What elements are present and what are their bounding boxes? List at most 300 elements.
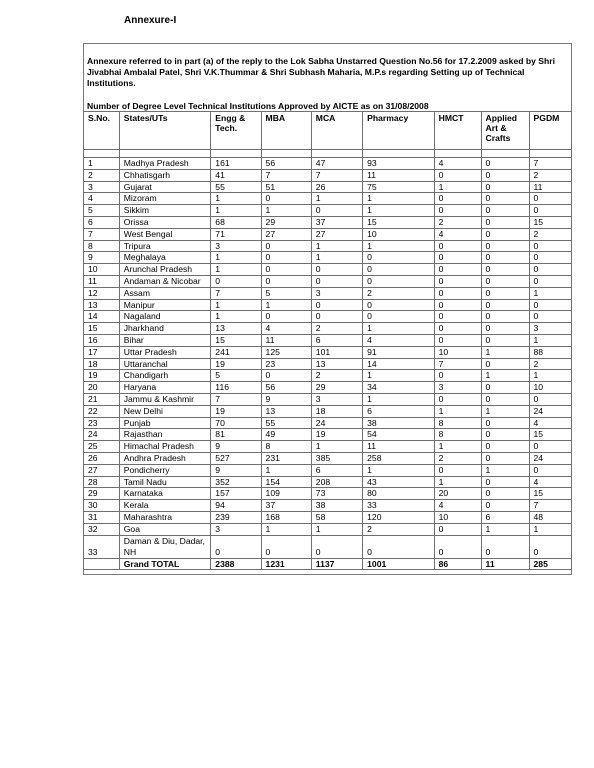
total-cell: 1137 <box>311 558 362 570</box>
table-cell: 0 <box>434 287 481 299</box>
table-cell: 16 <box>84 334 120 346</box>
table-cell: 11 <box>529 181 571 193</box>
table-cell: 19 <box>311 429 362 441</box>
table-row <box>84 488 572 500</box>
table-cell: 109 <box>261 488 311 500</box>
table-cell: Nagaland <box>119 311 211 323</box>
table-cell: 0 <box>434 252 481 264</box>
table-cell: 0 <box>481 452 529 464</box>
table-cell: 7 <box>211 287 261 299</box>
table-cell: 71 <box>211 228 261 240</box>
spacer-cell <box>261 150 311 158</box>
table-cell: 9 <box>211 464 261 476</box>
table-cell: 1 <box>311 193 362 205</box>
table-cell: 19 <box>211 358 261 370</box>
table-cell: 1 <box>363 323 434 335</box>
table-row <box>84 370 572 382</box>
table-cell: 38 <box>311 500 362 512</box>
table-row <box>84 158 572 170</box>
column-header: HMCT <box>434 112 481 150</box>
table-cell: 22 <box>84 405 120 417</box>
table-cell: Kerala <box>119 500 211 512</box>
table-cell: 33 <box>84 535 120 558</box>
table-cell: 2 <box>363 287 434 299</box>
table-cell: 2 <box>311 323 362 335</box>
table-cell: 0 <box>363 275 434 287</box>
table-cell: 4 <box>529 417 571 429</box>
table-cell: 15 <box>529 429 571 441</box>
table-cell: 38 <box>363 417 434 429</box>
table-cell: 13 <box>211 323 261 335</box>
table-cell: 0 <box>311 311 362 323</box>
table-cell: 1 <box>363 464 434 476</box>
table-cell: 49 <box>261 429 311 441</box>
table-cell: 81 <box>211 429 261 441</box>
table-cell: 0 <box>434 523 481 535</box>
table-cell: 0 <box>529 393 571 405</box>
table-cell: 34 <box>363 382 434 394</box>
table-cell: 0 <box>434 193 481 205</box>
table-cell: 56 <box>261 382 311 394</box>
table-cell: 0 <box>261 535 311 558</box>
table-row <box>84 169 572 181</box>
table-cell: 161 <box>211 158 261 170</box>
total-cell: 11 <box>481 558 529 570</box>
table-cell: 12 <box>84 287 120 299</box>
table-cell: Uttaranchal <box>119 358 211 370</box>
table-cell: 0 <box>434 334 481 346</box>
table-cell: 11 <box>261 334 311 346</box>
table-cell: Andaman & Nicobar <box>119 275 211 287</box>
total-cell: 2388 <box>211 558 261 570</box>
table-cell: 7 <box>261 169 311 181</box>
table-cell: 7 <box>434 358 481 370</box>
table-row <box>84 228 572 240</box>
spacer-cell <box>481 150 529 158</box>
table-body <box>84 150 572 570</box>
table-cell: 0 <box>481 158 529 170</box>
spacer-cell <box>211 150 261 158</box>
table-cell: 0 <box>529 275 571 287</box>
table-cell: 0 <box>261 240 311 252</box>
table-cell: Jharkhand <box>119 323 211 335</box>
table-cell: 0 <box>481 382 529 394</box>
spacer-row <box>84 150 572 158</box>
table-cell: 0 <box>434 264 481 276</box>
table-cell: 0 <box>481 287 529 299</box>
table-cell: 3 <box>84 181 120 193</box>
table-cell: 0 <box>311 264 362 276</box>
table-cell: 6 <box>311 334 362 346</box>
table-cell: 0 <box>261 193 311 205</box>
table-cell: 239 <box>211 511 261 523</box>
table-cell: 8 <box>434 429 481 441</box>
table-cell: 11 <box>363 169 434 181</box>
column-header: Pharmacy <box>363 112 434 150</box>
table-cell: 0 <box>481 240 529 252</box>
table-cell: 0 <box>434 393 481 405</box>
table-cell: 1 <box>363 370 434 382</box>
table-cell: Mizoram <box>119 193 211 205</box>
table-cell: 15 <box>529 488 571 500</box>
table-cell: 0 <box>363 299 434 311</box>
table-cell: 0 <box>529 252 571 264</box>
total-cell <box>84 558 120 570</box>
spacer-cell <box>311 150 362 158</box>
table-row <box>84 441 572 453</box>
table-cell: 0 <box>481 169 529 181</box>
table-row <box>84 252 572 264</box>
table-cell: 4 <box>529 476 571 488</box>
table-cell: 0 <box>481 193 529 205</box>
table-cell: 1 <box>311 240 362 252</box>
table-cell: Andhra Pradesh <box>119 452 211 464</box>
table-row <box>84 334 572 346</box>
table-cell: 1 <box>311 523 362 535</box>
table-cell: Chandigarh <box>119 370 211 382</box>
table-cell: 0 <box>529 464 571 476</box>
table-cell: Madhya Pradesh <box>119 158 211 170</box>
table-cell: 1 <box>434 476 481 488</box>
table-cell: 37 <box>311 216 362 228</box>
table-heading: Number of Degree Level Technical Institutions Approved by AICTE as on 31/08/2008 <box>87 101 429 111</box>
table-cell: 0 <box>529 193 571 205</box>
table-cell: 1 <box>529 370 571 382</box>
table-cell: 0 <box>481 264 529 276</box>
table-cell: 0 <box>481 181 529 193</box>
table-cell: 51 <box>261 181 311 193</box>
table-cell: 0 <box>529 441 571 453</box>
table-cell: 1 <box>363 193 434 205</box>
table-cell: 6 <box>311 464 362 476</box>
table-cell: 9 <box>261 393 311 405</box>
table-cell: 0 <box>434 275 481 287</box>
table-cell: 7 <box>84 228 120 240</box>
table-cell: 5 <box>261 287 311 299</box>
table-cell: 75 <box>363 181 434 193</box>
table-cell: 4 <box>434 500 481 512</box>
table-cell: 0 <box>481 228 529 240</box>
table-cell: Tripura <box>119 240 211 252</box>
table-cell: 241 <box>211 346 261 358</box>
table-cell: 8 <box>434 417 481 429</box>
table-row <box>84 323 572 335</box>
table-cell: 24 <box>529 452 571 464</box>
table-cell: 0 <box>434 311 481 323</box>
table-cell: 18 <box>84 358 120 370</box>
table-cell: 0 <box>481 488 529 500</box>
table-row <box>84 393 572 405</box>
table-cell: 3 <box>434 382 481 394</box>
table-cell: 7 <box>529 500 571 512</box>
table-cell: 23 <box>261 358 311 370</box>
spacer-cell <box>434 150 481 158</box>
table-row <box>84 216 572 228</box>
table-cell: 41 <box>211 169 261 181</box>
table-cell: 168 <box>261 511 311 523</box>
spacer-cell <box>529 150 571 158</box>
table-cell: Pondicherry <box>119 464 211 476</box>
table-cell: Rajasthan <box>119 429 211 441</box>
table-cell: 0 <box>311 275 362 287</box>
table-cell: 43 <box>363 476 434 488</box>
table-cell: 55 <box>211 181 261 193</box>
table-cell: 7 <box>211 393 261 405</box>
table-cell: 0 <box>481 334 529 346</box>
table-cell: 157 <box>211 488 261 500</box>
table-cell: 2 <box>363 523 434 535</box>
table-cell: Daman & Diu, Dadar, NH <box>119 535 211 558</box>
table-cell: 1 <box>434 181 481 193</box>
table-cell: 0 <box>481 417 529 429</box>
table-cell: 2 <box>529 358 571 370</box>
table-cell: 4 <box>363 334 434 346</box>
table-cell: 4 <box>261 323 311 335</box>
table-cell: 4 <box>84 193 120 205</box>
table-cell: 10 <box>529 382 571 394</box>
table-cell: 2 <box>529 169 571 181</box>
table-row <box>84 429 572 441</box>
table-cell: 0 <box>434 169 481 181</box>
table-cell: 13 <box>311 358 362 370</box>
table-cell: 116 <box>211 382 261 394</box>
table-cell: 2 <box>311 370 362 382</box>
table-cell: 0 <box>434 205 481 217</box>
table-cell: 3 <box>311 287 362 299</box>
table-row <box>84 523 572 535</box>
table-row <box>84 299 572 311</box>
table-cell: 30 <box>84 500 120 512</box>
table-cell: 1 <box>261 464 311 476</box>
table-cell: 27 <box>261 228 311 240</box>
table-cell: 37 <box>261 500 311 512</box>
table-cell: 1 <box>529 523 571 535</box>
table-row <box>84 500 572 512</box>
table-cell: 0 <box>481 358 529 370</box>
table-cell: 19 <box>84 370 120 382</box>
table-cell: 29 <box>311 382 362 394</box>
table-cell: 0 <box>481 429 529 441</box>
table-cell: 0 <box>481 500 529 512</box>
table-cell: 0 <box>481 216 529 228</box>
table-header-row <box>84 112 572 150</box>
table-cell: 0 <box>261 252 311 264</box>
table-cell: Sikkim <box>119 205 211 217</box>
table-cell: 0 <box>261 275 311 287</box>
column-header: MBA <box>261 112 311 150</box>
table-row <box>84 417 572 429</box>
table-cell: 1 <box>481 346 529 358</box>
table-cell: 120 <box>363 511 434 523</box>
column-header: States/UTs <box>119 112 211 150</box>
table-cell: 27 <box>84 464 120 476</box>
table-cell: 1 <box>261 523 311 535</box>
table-cell: 0 <box>481 323 529 335</box>
table-cell: Chhatisgarh <box>119 169 211 181</box>
table-row <box>84 476 572 488</box>
column-header: Applied Art & Crafts <box>481 112 529 150</box>
table-cell: Manipur <box>119 299 211 311</box>
table-cell: 101 <box>311 346 362 358</box>
table-cell: Arunchal Pradesh <box>119 264 211 276</box>
table-cell: 88 <box>529 346 571 358</box>
table-cell: 29 <box>261 216 311 228</box>
table-cell: 1 <box>211 311 261 323</box>
table-cell: 56 <box>261 158 311 170</box>
table-cell: 1 <box>211 252 261 264</box>
table-cell: 0 <box>529 535 571 558</box>
table-cell: 19 <box>211 405 261 417</box>
table-cell: 31 <box>84 511 120 523</box>
table-cell: 13 <box>261 405 311 417</box>
table-cell: 1 <box>481 370 529 382</box>
table-cell: 25 <box>84 441 120 453</box>
table-cell: 24 <box>311 417 362 429</box>
table-cell: 23 <box>84 417 120 429</box>
table-cell: 0 <box>529 311 571 323</box>
column-header: PGDM <box>529 112 571 150</box>
table-cell: Jammu & Kashmir <box>119 393 211 405</box>
table-cell: 3 <box>529 323 571 335</box>
table-cell: 5 <box>211 370 261 382</box>
table-cell: 17 <box>84 346 120 358</box>
table-cell: New Delhi <box>119 405 211 417</box>
table-cell: 0 <box>481 299 529 311</box>
table-cell: 0 <box>481 275 529 287</box>
table-row <box>84 511 572 523</box>
table-cell: 0 <box>434 370 481 382</box>
table-cell: 1 <box>211 193 261 205</box>
table-row <box>84 240 572 252</box>
table-cell: 28 <box>84 476 120 488</box>
column-header: S.No. <box>84 112 120 150</box>
table-cell: 7 <box>529 158 571 170</box>
table-cell: 26 <box>311 181 362 193</box>
table-row <box>84 181 572 193</box>
table-cell: 1 <box>363 393 434 405</box>
total-cell: 86 <box>434 558 481 570</box>
table-row <box>84 264 572 276</box>
table-cell: 1 <box>311 252 362 264</box>
table-row <box>84 405 572 417</box>
table-cell: 1 <box>211 264 261 276</box>
table-row <box>84 275 572 287</box>
table-cell: 1 <box>529 334 571 346</box>
table-row <box>84 452 572 464</box>
table-cell: 4 <box>434 158 481 170</box>
table-cell: 0 <box>529 205 571 217</box>
table-cell: 0 <box>434 240 481 252</box>
table-cell: 4 <box>434 228 481 240</box>
table-cell: 5 <box>84 205 120 217</box>
table-cell: 94 <box>211 500 261 512</box>
table-cell: 0 <box>261 311 311 323</box>
table-row <box>84 464 572 476</box>
table-cell: 0 <box>434 299 481 311</box>
table-cell: 0 <box>261 370 311 382</box>
table-cell: 68 <box>211 216 261 228</box>
table-cell: 154 <box>261 476 311 488</box>
table-cell: 15 <box>529 216 571 228</box>
spacer-cell <box>119 150 211 158</box>
total-cell: Grand TOTAL <box>119 558 211 570</box>
table-row <box>84 287 572 299</box>
table-cell: 0 <box>481 441 529 453</box>
table-cell: 0 <box>434 464 481 476</box>
table-cell: 0 <box>211 275 261 287</box>
table-cell: 1 <box>261 205 311 217</box>
table-cell: 0 <box>481 393 529 405</box>
table-cell: 1 <box>311 441 362 453</box>
table-cell: 24 <box>84 429 120 441</box>
table-cell: Tamil Nadu <box>119 476 211 488</box>
table-cell: 2 <box>434 216 481 228</box>
table-row <box>84 346 572 358</box>
table-row <box>84 382 572 394</box>
table-cell: 527 <box>211 452 261 464</box>
table-cell: 11 <box>84 275 120 287</box>
table-cell: 258 <box>363 452 434 464</box>
table-cell: 385 <box>311 452 362 464</box>
table-row <box>84 205 572 217</box>
table-cell: 0 <box>363 535 434 558</box>
table-cell: 0 <box>311 205 362 217</box>
grand-total-row <box>84 558 572 570</box>
table-cell: West Bengal <box>119 228 211 240</box>
table-cell: 20 <box>434 488 481 500</box>
table-cell: 14 <box>84 311 120 323</box>
table-cell: 8 <box>261 441 311 453</box>
table-cell: 1 <box>434 405 481 417</box>
table-cell: 231 <box>261 452 311 464</box>
intro-text: Annexure referred to in part (a) of the reply to the Lok Sabha Unstarred Question No.56 for 17.2.2009 asked by Shri Jivabhai Ambalal Patel, Shri V.K.Thummar & Shri Subhash Maharia, M.P.s regarding Setting up of Technical Institutions. <box>87 56 556 88</box>
table-cell: 0 <box>434 323 481 335</box>
table-cell: 15 <box>84 323 120 335</box>
table-cell: 0 <box>434 535 481 558</box>
table-cell: 1 <box>84 158 120 170</box>
table-cell: 10 <box>434 511 481 523</box>
total-cell: 1231 <box>261 558 311 570</box>
table-cell: 14 <box>363 358 434 370</box>
table-cell: 10 <box>84 264 120 276</box>
table-cell: Karnataka <box>119 488 211 500</box>
table-cell: 54 <box>363 429 434 441</box>
table-cell: 29 <box>84 488 120 500</box>
table-cell: 0 <box>481 535 529 558</box>
table-cell: 13 <box>84 299 120 311</box>
table-cell: 2 <box>434 452 481 464</box>
total-cell: 1001 <box>363 558 434 570</box>
table-cell: 0 <box>363 264 434 276</box>
table-cell: 0 <box>481 476 529 488</box>
table-cell: 0 <box>481 205 529 217</box>
table-cell: 1 <box>481 523 529 535</box>
table-cell: 8 <box>84 240 120 252</box>
table-cell: 15 <box>211 334 261 346</box>
table-cell: 6 <box>481 511 529 523</box>
table-cell: 58 <box>311 511 362 523</box>
table-cell: 352 <box>211 476 261 488</box>
table-cell: 9 <box>84 252 120 264</box>
table-cell: 0 <box>363 311 434 323</box>
table-cell: 208 <box>311 476 362 488</box>
table-cell: 1 <box>211 205 261 217</box>
table-cell: 80 <box>363 488 434 500</box>
table-cell: 0 <box>311 535 362 558</box>
table-cell: 0 <box>211 535 261 558</box>
spacer-cell <box>84 150 120 158</box>
table-row <box>84 311 572 323</box>
